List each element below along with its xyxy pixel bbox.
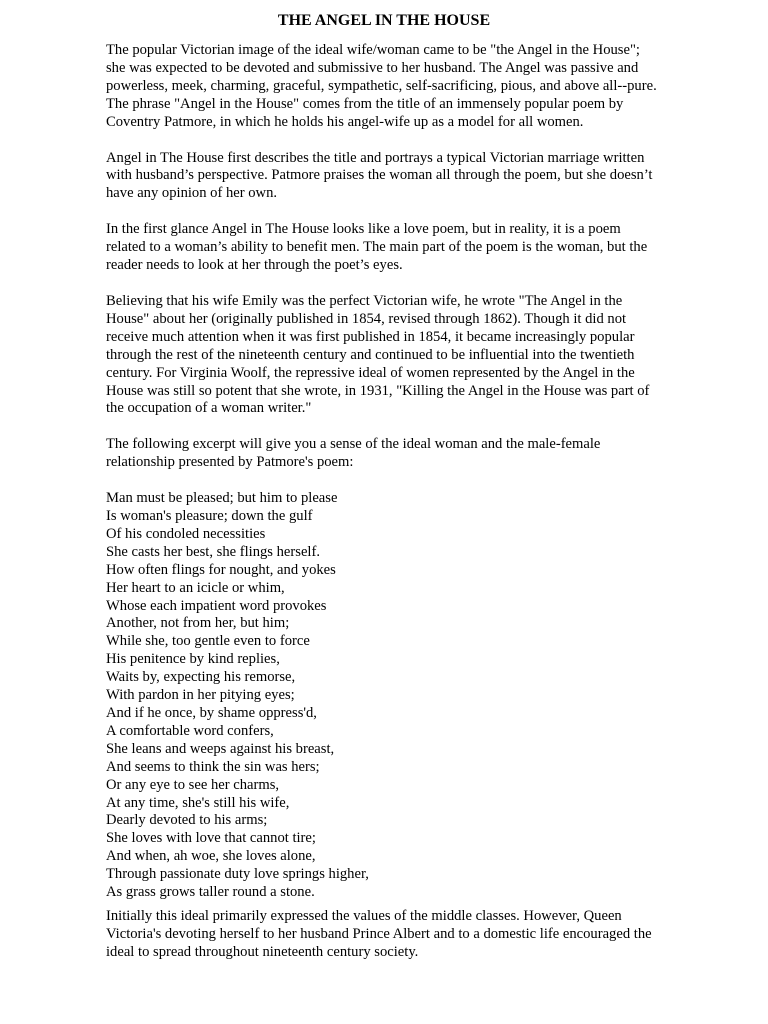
document-title: THE ANGEL IN THE HOUSE: [277, 12, 491, 29]
poem-line: His penitence by kind replies,: [106, 651, 280, 668]
paragraph-first-glance: In the first glance Angel in The House looks like a love poem, but in reality, it is a poem related to a woman’s ability to benefit men. The main part of the poem is the woman, but the reader needs to look at her through the poet’s eyes.: [106, 221, 648, 274]
poem-line: Another, not from her, but him;: [106, 615, 290, 632]
poem-line: Whose each impatient word provokes: [106, 597, 327, 614]
document-page: [106, 10, 662, 962]
paragraph-intro: The popular Victorian image of the ideal wife/woman came to be "the Angel in the House"; she was expected to be devoted and submissive to her husband. The Angel was passive and powerless, meek, charming, graceful, sympathetic, self-sacrificing, pious, and above all--pure. The phrase "Angel in the House" comes from the title of an immensely popular poem by Coventry Patmore, in which he holds his angel-wife up as a model for all women.: [106, 42, 657, 130]
poem-line: She leans and weeps against his breast,: [106, 740, 335, 757]
poem-line: As grass grows taller round a stone.: [106, 884, 315, 901]
poem-line: And seems to think the sin was hers;: [106, 758, 320, 775]
poem-line: Her heart to an icicle or whim,: [106, 579, 285, 596]
poem-line: Of his condoled necessities: [106, 525, 266, 542]
poem-line: While she, too gentle even to force: [106, 633, 310, 650]
paragraph-history: Believing that his wife Emily was the perfect Victorian wife, he wrote "The Angel in the House" about her (originally published in 1854, revised through 1862). Though it did not receive much attention when it was first published in 1854, it became increasingly popular through the rest of the nineteenth century and continued to be influential into the twentieth century. For Virginia Woolf, the repressive ideal of women represented by the Angel in the House was still so potent that she wrote, in 1931, "Killing the Angel in the House was part of the occupation of a woman writer.": [106, 292, 650, 417]
paragraph-excerpt-intro: The following excerpt will give you a sense of the ideal woman and the male-female relationship presented by Patmore's poem:: [106, 436, 601, 471]
poem-line: Is woman's pleasure; down the gulf: [106, 508, 313, 525]
poem-line: Through passionate duty love springs higher,: [106, 866, 369, 883]
poem-line: Or any eye to see her charms,: [106, 776, 280, 793]
poem-line: Waits by, expecting his remorse,: [106, 669, 296, 686]
poem-line: At any time, she's still his wife,: [106, 794, 290, 811]
paragraph-description: Angel in The House first describes the title and portrays a typical Victorian marriage written with husband’s perspective. Patmore praises the woman all through the poem, but she doesn’t have any opinion of her own.: [106, 149, 653, 202]
poem-line: She casts her best, she flings herself.: [106, 543, 320, 560]
poem-excerpt: [106, 490, 662, 902]
poem-line: Man must be pleased; but him to please: [106, 490, 338, 507]
poem-line: A comfortable word confers,: [106, 722, 274, 739]
paragraph-closing: Initially this ideal primarily expressed the values of the middle classes. However, Queen Victoria's devoting herself to her husband Prince Albert and to a domestic life encouraged the ideal to spread throughout nineteenth century society.: [106, 907, 652, 960]
poem-line: And when, ah woe, she loves alone,: [106, 848, 316, 865]
poem-line: With pardon in her pitying eyes;: [106, 687, 295, 704]
poem-line: She loves with love that cannot tire;: [106, 830, 316, 847]
poem-line: And if he once, by shame oppress'd,: [106, 705, 317, 721]
poem-line: Dearly devoted to his arms;: [106, 812, 268, 829]
poem-line: How often flings for nought, and yokes: [106, 561, 336, 578]
